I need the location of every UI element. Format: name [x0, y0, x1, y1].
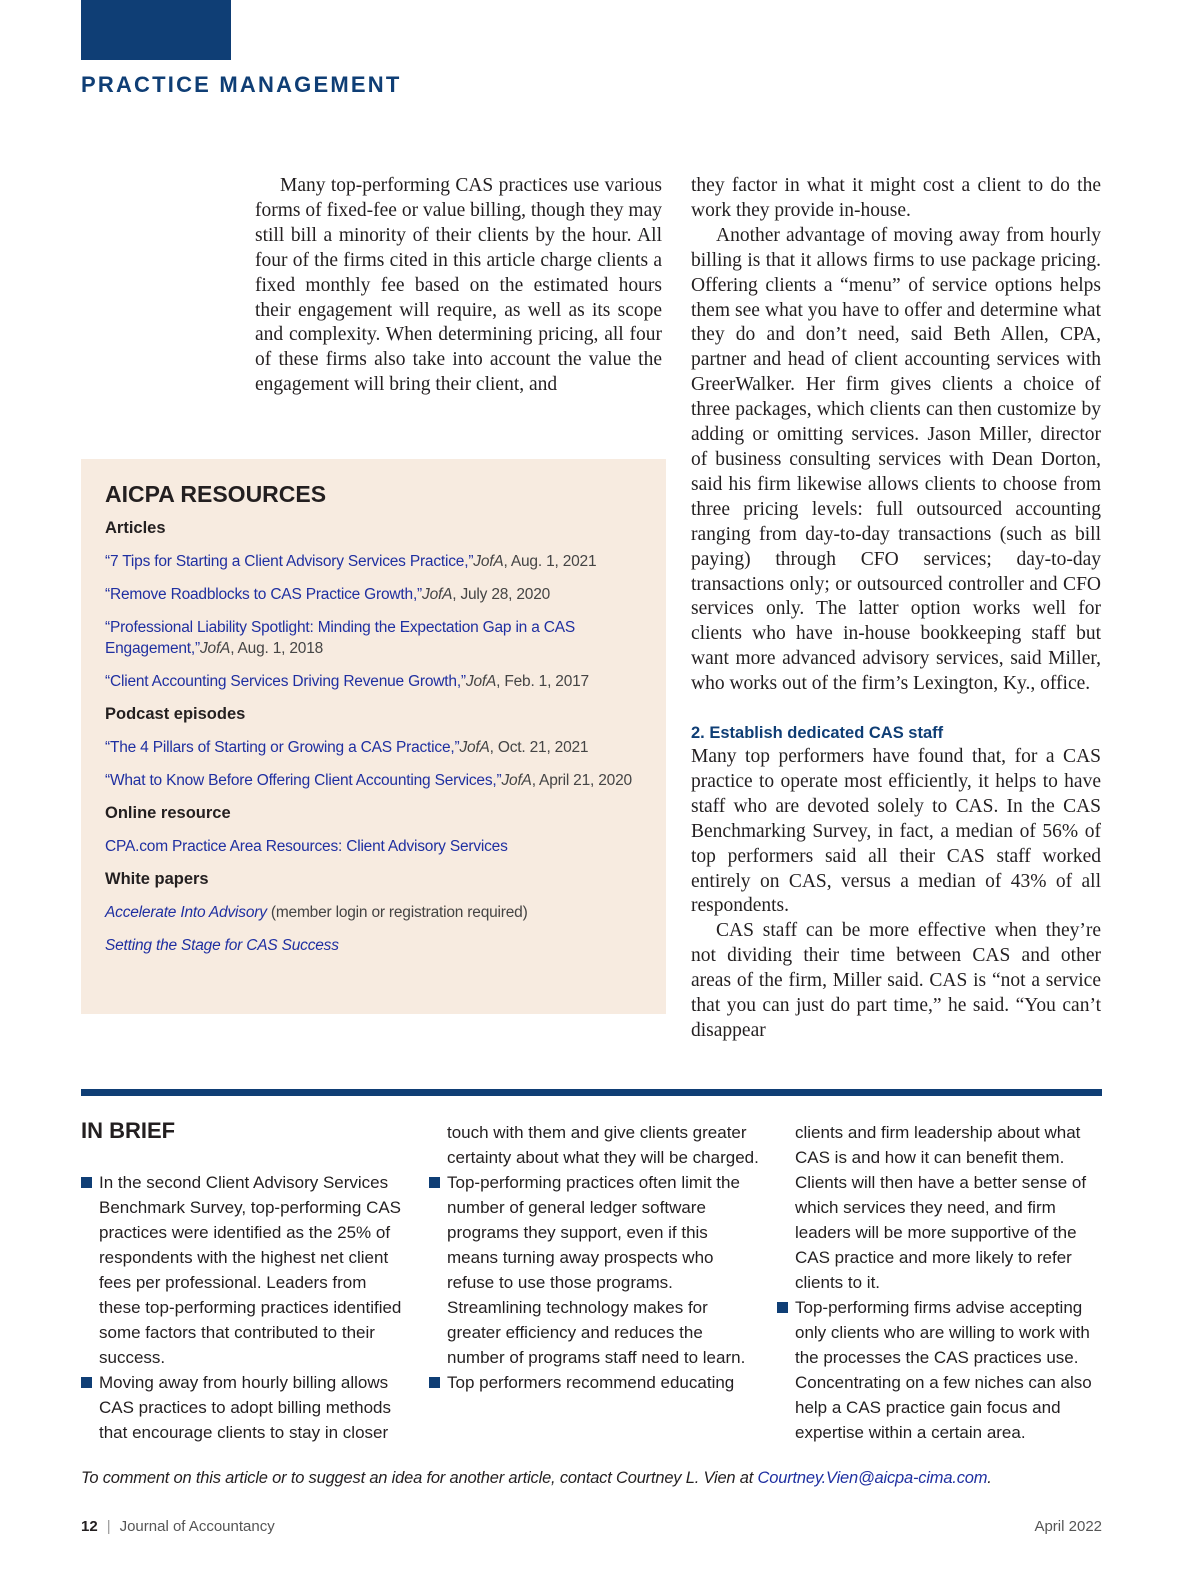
- resource-article-link[interactable]: “7 Tips for Starting a Client Advisory Services Practice,”: [105, 553, 474, 570]
- in-brief-title: IN BRIEF: [81, 1118, 176, 1143]
- article-paragraph: Another advantage of moving away from hourly billing is that it allows firms to use package pricing. Offering clients a “menu” of service options helps them see what you have to offer and determine what they do and don’t need, said Beth Allen, CPA, partner and head of client accounting services with GreerWalker. Her firm gives clients a choice of three packages, which clients can then customize by adding or omitting services. Jason Miller, director of business consulting services with Dean Dorton, said his firm likewise allows clients to choose from three pricing levels: full outsourced accounting ranging from day-to-day transactions (such as bill paying) through CFO services; day-to-day transactions only; or outsourced controller and CFO services only. The latter option works well for clients who have in-house bookkeeping staff but want more advanced advisory services, said Miller, who works out of the firm’s Lexington, Ky., office.: [691, 224, 1101, 695]
- resource-article-item: [105, 671, 642, 692]
- comment-line: [81, 1469, 992, 1488]
- in-brief-bullet: Moving away from hourly billing allows CAS practices to adopt billing methods that encourage clients to stay in closer: [81, 1370, 411, 1445]
- article-column-left: [255, 174, 662, 398]
- aicpa-resources-sidebar: [81, 459, 666, 1014]
- resource-source: JofA: [199, 640, 231, 657]
- in-brief-bullet: In the second Client Advisory Services Benchmark Survey, top-performing CAS practices were identified as the 25% of respondents with the highest net client fees per professional. Leaders from these top-performing practices identified some factors that contributed to their success.: [81, 1170, 411, 1370]
- footer-left: [81, 1518, 275, 1535]
- comment-end: .: [987, 1469, 992, 1487]
- resource-podcast-item: [105, 737, 642, 758]
- comment-email-link[interactable]: Courtney.Vien@aicpa-cima.com: [757, 1469, 988, 1487]
- resource-source: JofA: [473, 553, 504, 570]
- article-paragraph: Many top performers have found that, for a CAS practice to operate most efficiently, it helps to have staff who are devoted solely to CAS. In the CAS Benchmarking Survey, in fact, a median of 56% of top performers said all their CAS staff worked entirely on CAS, versus a median of 43% of all respondents.: [691, 746, 1101, 917]
- in-brief-bullet: Top performers recommend educating: [429, 1370, 759, 1395]
- resource-article-item: [105, 617, 642, 659]
- section-label: PRACTICE MANAGEMENT: [81, 72, 402, 97]
- resource-source: JofA: [501, 772, 532, 789]
- resource-source: JofA: [459, 739, 490, 756]
- articles-heading: Articles: [105, 519, 166, 537]
- online-resource-item: [105, 836, 642, 857]
- resource-date: , Feb. 1, 2017: [496, 673, 589, 690]
- in-brief-bullet-continued: clients and firm leadership about what CAS is and how it can benefit them. Clients will then have a better sense of which services they need, and firm leaders will be more supportive of the CAS practice and more likely to refer clients to it.: [795, 1123, 1087, 1292]
- white-paper-item: [105, 935, 642, 956]
- in-brief-column-3: [777, 1120, 1107, 1445]
- comment-text: To comment on this article or to suggest an idea for another article, contact Courtney L. Vien at: [81, 1469, 758, 1487]
- in-brief-bullet-continued: touch with them and give clients greater certainty about what they will be charged.: [447, 1123, 759, 1167]
- in-brief-divider: [81, 1089, 1102, 1096]
- article-subhead: 2. Establish dedicated CAS staff: [691, 724, 944, 743]
- resource-podcast-link[interactable]: “The 4 Pillars of Starting or Growing a CAS Practice,”: [105, 739, 460, 756]
- article-paragraph: they factor in what it might cost a client to do the work they provide in-house.: [691, 175, 1101, 221]
- in-brief-column-1: [81, 1170, 411, 1445]
- resource-podcast-link[interactable]: “What to Know Before Offering Client Accounting Services,”: [105, 772, 502, 789]
- online-resource-link[interactable]: CPA.com Practice Area Resources: Client Advisory Services: [105, 838, 508, 855]
- header-color-bar: [81, 0, 231, 60]
- resource-article-item: [105, 584, 642, 605]
- resources-title: AICPA RESOURCES: [105, 481, 327, 507]
- resource-article-link[interactable]: “Remove Roadblocks to CAS Practice Growth,”: [105, 586, 423, 603]
- resource-date: , Aug. 1, 2021: [503, 553, 597, 570]
- white-paper-link[interactable]: Setting the Stage for CAS Success: [105, 937, 339, 954]
- white-papers-heading: White papers: [105, 870, 209, 888]
- resource-date: , April 21, 2020: [531, 772, 632, 789]
- white-paper-item: [105, 902, 642, 923]
- resource-date: , Aug. 1, 2018: [230, 640, 324, 657]
- white-paper-link[interactable]: Accelerate Into Advisory: [105, 904, 267, 921]
- white-paper-note: (member login or registration required): [266, 904, 528, 921]
- podcasts-heading: Podcast episodes: [105, 705, 246, 723]
- resource-podcast-item: [105, 770, 642, 791]
- issue-date: April 2022: [1034, 1518, 1102, 1535]
- resource-source: JofA: [422, 586, 453, 603]
- resource-article-item: [105, 551, 642, 572]
- resource-date: , Oct. 21, 2021: [489, 739, 589, 756]
- resource-article-link[interactable]: “Client Accounting Services Driving Revenue Growth,”: [105, 673, 466, 690]
- resource-article-link[interactable]: “Professional Liability Spotlight: Minding the Expectation Gap in a CAS Engagement,”: [105, 619, 576, 657]
- footer-separator: |: [106, 1518, 111, 1535]
- in-brief-bullet: Top-performing firms advise accepting only clients who are willing to work with the processes the CAS practices use. Concentrating on a few niches can also help a CAS practice gain focus and expertise within a certain area.: [777, 1295, 1107, 1445]
- online-resource-heading: Online resource: [105, 804, 231, 822]
- in-brief-column-2: [429, 1120, 759, 1395]
- page-number: 12: [81, 1518, 98, 1535]
- article-paragraph: CAS staff can be more effective when they’re not dividing their time between CAS and other areas of the firm, Miller said. CAS is “not a service that you can just do part time,” he said. “You can’t disappear: [691, 920, 1101, 1041]
- resource-date: , July 28, 2020: [452, 586, 551, 603]
- in-brief-bullet: Top-performing practices often limit the number of general ledger software programs they support, even if this means turning away prospects who refuse to use those programs. Streamlining technology makes for greater efficiency and reduces the number of programs staff need to learn.: [429, 1170, 759, 1370]
- resource-source: JofA: [465, 673, 497, 690]
- article-column-right: [691, 174, 1101, 1044]
- publication-name: Journal of Accountancy: [119, 1518, 275, 1535]
- article-paragraph: Many top-performing CAS practices use various forms of fixed-fee or value billing, though they may still bill a minority of their clients by the hour. All four of the firms cited in this article charge clients a fixed monthly fee based on the estimated hours their engagement will require, as well as its scope and complexity. When determining pricing, all four of these firms also take into account the value the engagement will bring their client, and: [255, 175, 662, 396]
